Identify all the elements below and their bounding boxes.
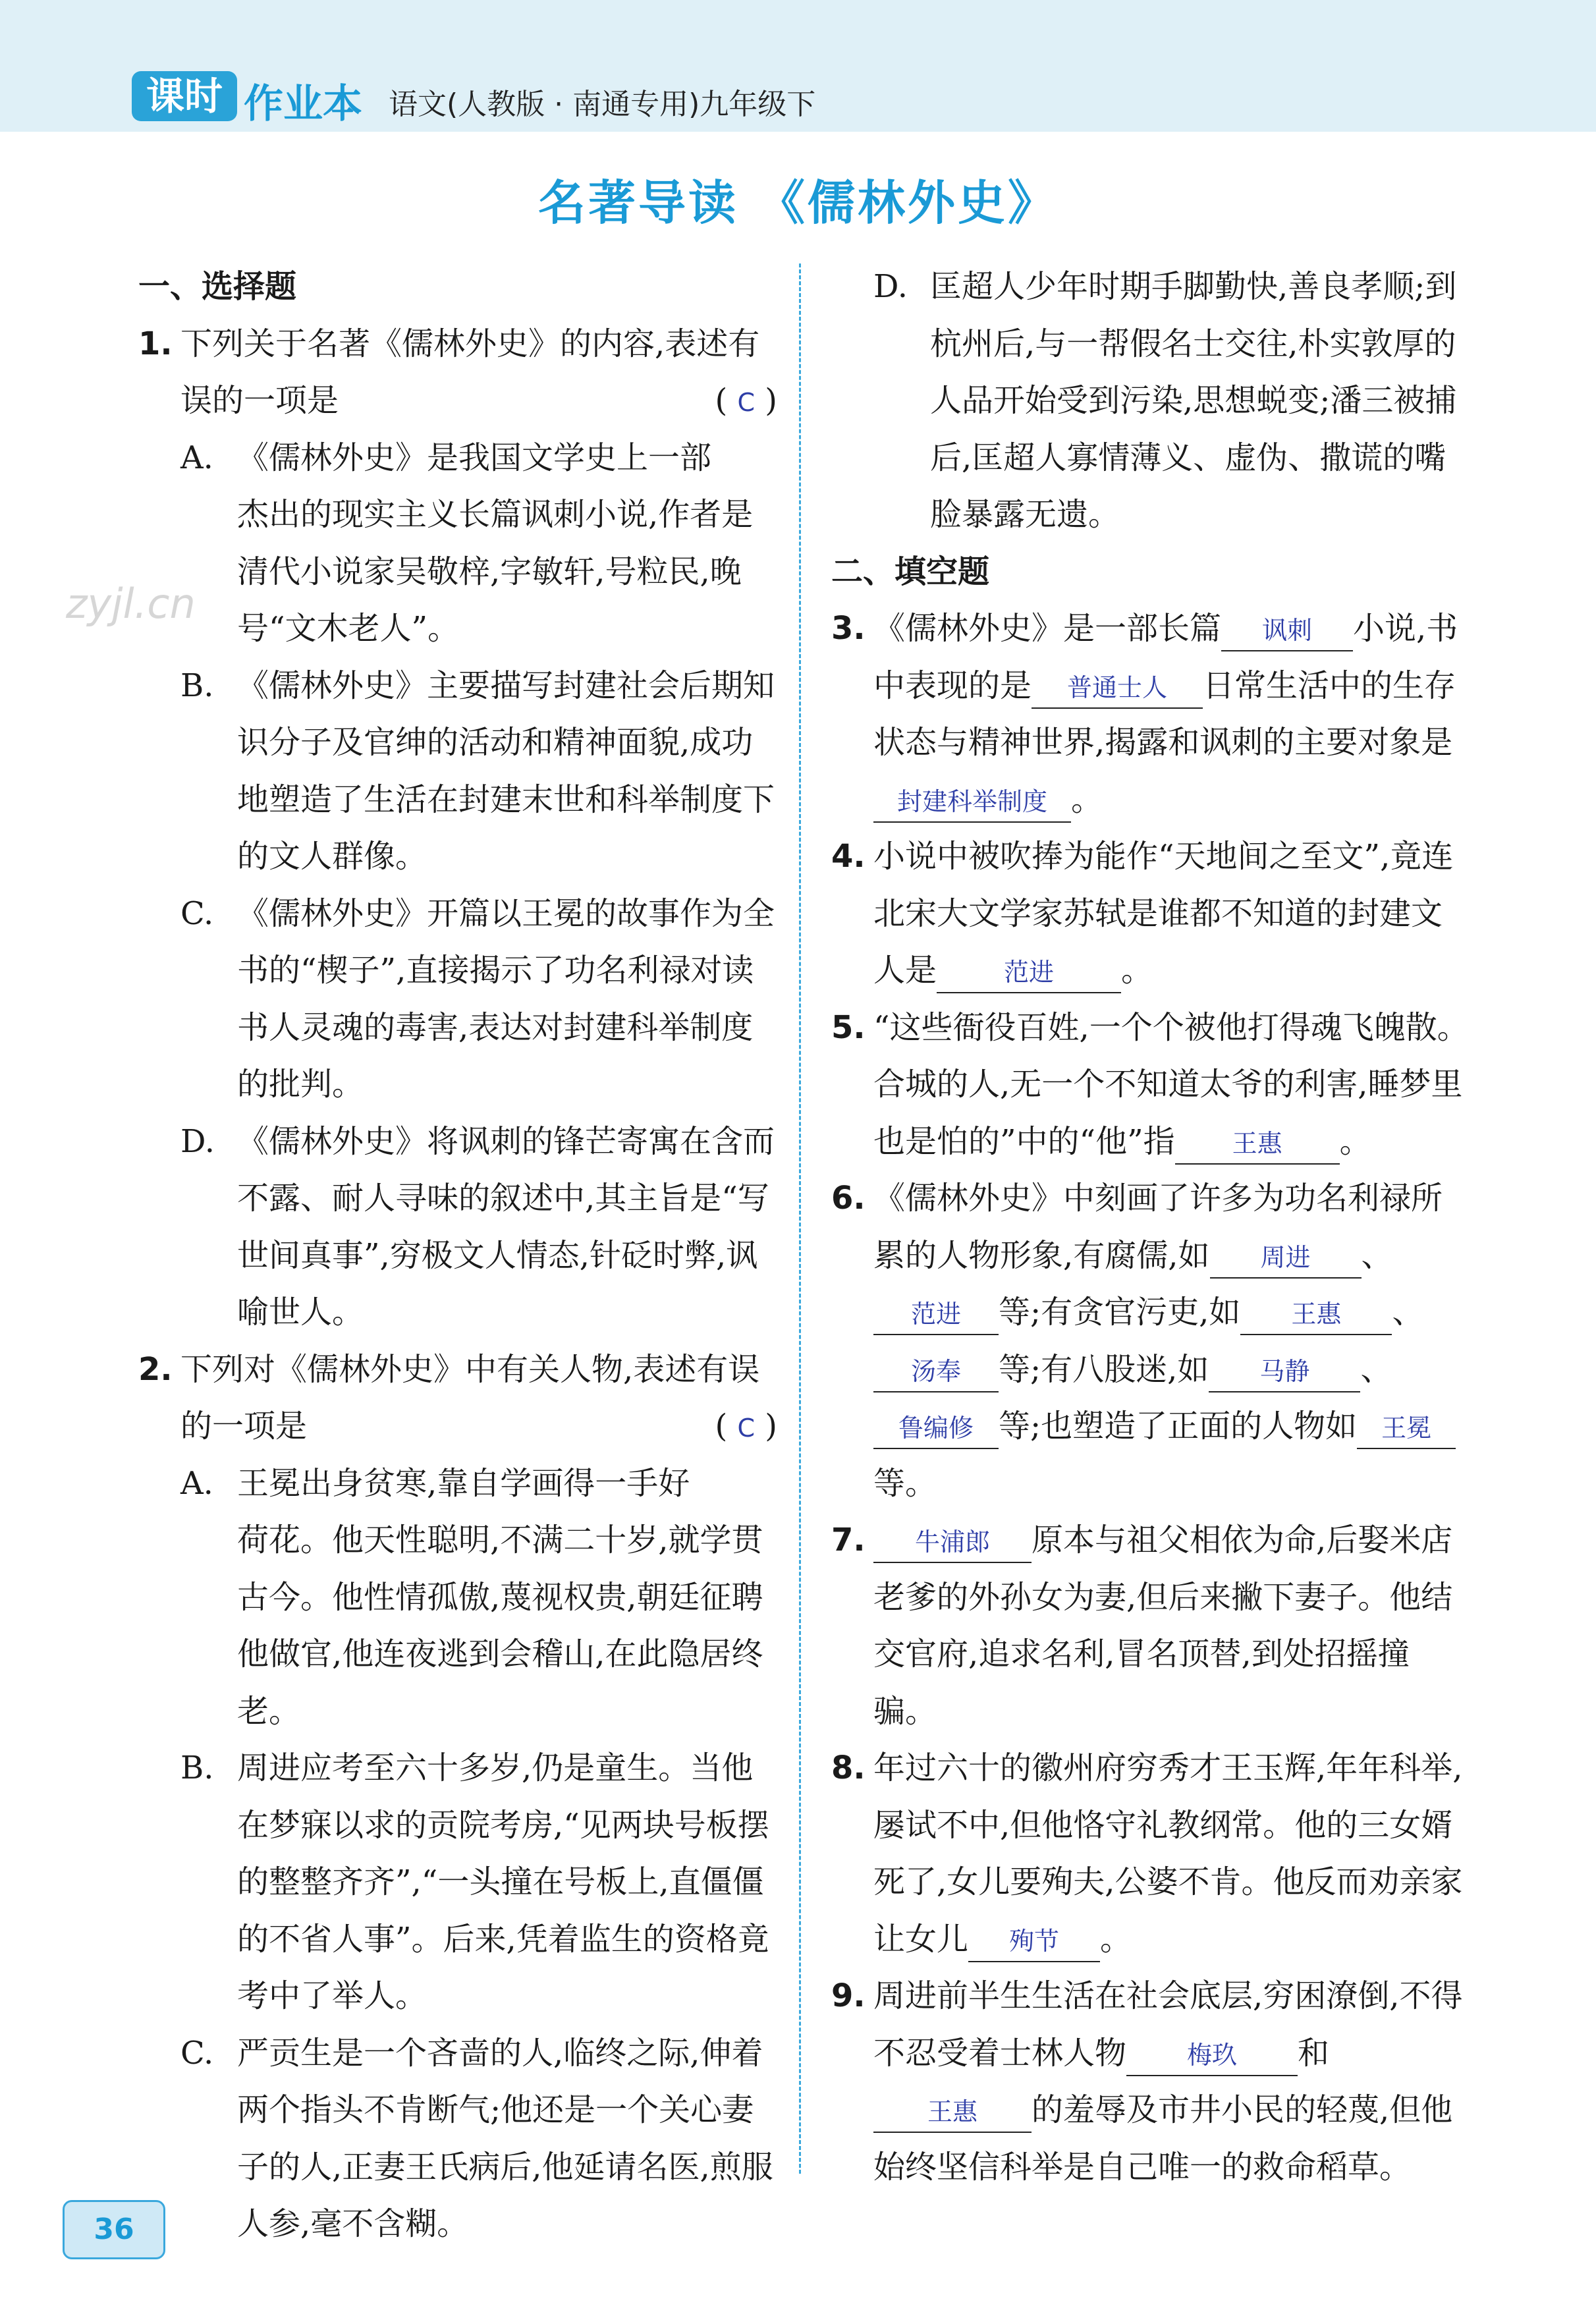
q8-blank-1: 殉节 bbox=[968, 1921, 1100, 1962]
question-9 bbox=[831, 1968, 1470, 2195]
q3-text: 小说,书中表现的是 bbox=[873, 610, 1458, 704]
q6-blank-5: 马静 bbox=[1209, 1352, 1360, 1392]
q3-blank-2: 普通士人 bbox=[1032, 668, 1203, 709]
q6-blank-4: 汤奉 bbox=[873, 1352, 999, 1392]
brand-name: 作业本 bbox=[244, 81, 362, 127]
right-column bbox=[831, 258, 1470, 2195]
q4-blank-1: 范进 bbox=[937, 952, 1121, 993]
q2-option-b bbox=[138, 1740, 777, 2025]
option-text: 《儒林外史》是我国文学史上一部杰出的现实主义长篇讽刺小说,作者是清代小说家吴敬梓,字敏轩,号粒民,晚号“文木老人”。 bbox=[237, 439, 754, 647]
q9-number: 9. bbox=[831, 1977, 866, 2014]
q3-number: 3. bbox=[831, 610, 866, 647]
q2-number: 2. bbox=[138, 1350, 173, 1388]
option-label: B. bbox=[180, 1749, 214, 1786]
option-text: 《儒林外史》开篇以王冕的故事作为全书的“楔子”,直接揭示了功名利禄对读书人灵魂的毒害,表达对封建科举制度的批判。 bbox=[237, 895, 775, 1103]
section1-heading: 一、选择题 bbox=[138, 268, 297, 305]
question-6 bbox=[831, 1170, 1470, 1512]
q5-number: 5. bbox=[831, 1008, 866, 1046]
q8-number: 8. bbox=[831, 1749, 866, 1786]
q3-text: 《儒林外史》是一部长篇 bbox=[873, 610, 1222, 647]
option-label: D. bbox=[180, 1122, 215, 1160]
question-3 bbox=[831, 600, 1470, 828]
q3-text: 。 bbox=[1071, 781, 1103, 818]
left-column bbox=[138, 258, 777, 2253]
q6-text: 、 bbox=[1392, 1294, 1424, 1331]
q6-text: 、 bbox=[1360, 1350, 1392, 1388]
option-label: A. bbox=[180, 439, 213, 476]
question-1 bbox=[138, 316, 777, 429]
question-5 bbox=[831, 999, 1470, 1171]
q1-paren-open: ( bbox=[715, 382, 728, 419]
q6-text: 等。 bbox=[873, 1464, 937, 1502]
q6-blank-3: 王惠 bbox=[1240, 1294, 1392, 1335]
q4-text: 小说中被吹捧为能作“天地间之至文”,竟连北宋大文学家苏轼是谁都不知道的封建文人是 bbox=[873, 838, 1454, 989]
q6-text: 等;有贪官污吏,如 bbox=[999, 1294, 1241, 1331]
q6-text: 《儒林外史》中刻画了许多为功名利禄所累的人物形象,有腐儒,如 bbox=[873, 1180, 1443, 1274]
q9-text: 的羞辱及市井小民的轻蔑,但他始终坚信科举是自己唯一的救命稻草。 bbox=[873, 2091, 1453, 2186]
option-text: 周进应考至六十多岁,仍是童生。当他在梦寐以求的贡院考房,“见两块号板摆的整整齐齐”,“一头撞在号板上,直僵僵的不省人事”。后来,凭着监生的资格竟考中了举人。 bbox=[237, 1749, 769, 2014]
q2-answer-box bbox=[715, 1398, 777, 1457]
q1-option-a bbox=[138, 429, 777, 657]
q3-blank-1: 讽刺 bbox=[1221, 611, 1353, 651]
q8-text: 。 bbox=[1100, 1920, 1132, 1958]
q2-option-c bbox=[138, 2025, 777, 2253]
q2-option-d bbox=[831, 258, 1470, 543]
q9-text: 周进前半生生活在社会底层,穷困潦倒,不得不忍受着士林人物 bbox=[873, 1977, 1463, 2072]
option-label: B. bbox=[180, 667, 214, 704]
question-2 bbox=[138, 1341, 777, 1455]
q6-blank-6: 鲁编修 bbox=[873, 1408, 999, 1449]
page-number: 36 bbox=[63, 2200, 165, 2259]
q9-blank-1: 梅玖 bbox=[1126, 2035, 1298, 2076]
q4-number: 4. bbox=[831, 838, 866, 875]
q7-number: 7. bbox=[831, 1522, 866, 1558]
q6-blank-1: 周进 bbox=[1210, 1238, 1362, 1279]
q7-text: 原本与祖父相依为命,后娶米店老爹的外孙女为妻,但后来撇下妻子。他结交官府,追求名利,冒名顶替,到处招摇撞骗。 bbox=[873, 1522, 1453, 1730]
option-text: 王冕出身贫寒,靠自学画得一手好荷花。他天性聪明,不满二十岁,就学贯古今。他性情孤傲,蔑视权贵,朝廷征聘他做官,他连夜逃到会稽山,在此隐居终老。 bbox=[237, 1464, 763, 1730]
subject-label: 语文(人教版 · 南通专用)九年级下 bbox=[389, 88, 816, 121]
question-7 bbox=[831, 1512, 1470, 1740]
q9-text: 和 bbox=[1298, 2034, 1330, 2072]
q1-option-c bbox=[138, 885, 777, 1113]
q8-text: 年过六十的徽州府穷秀才王玉辉,年年科举,屡试不中,但他恪守礼教纲常。他的三女婿死了,女儿要殉夫,公婆不肯。他反而劝亲家让女儿 bbox=[873, 1749, 1463, 1958]
question-8 bbox=[831, 1740, 1470, 1968]
q1-number: 1. bbox=[138, 325, 173, 362]
option-text: 匡超人少年时期手脚勤快,善良孝顺;到杭州后,与一帮假名士交往,朴实敦厚的人品开始受到污染,思想蜕变;潘三被捕后,匡超人寡情薄义、虚伪、撒谎的嘴脸暴露无遗。 bbox=[930, 268, 1457, 533]
q1-paren-close: ) bbox=[765, 382, 777, 419]
q1-option-b bbox=[138, 657, 777, 885]
brand-logo: 课时 bbox=[132, 71, 237, 121]
q5-text: 。 bbox=[1339, 1122, 1371, 1160]
q2-answer: C bbox=[737, 1414, 755, 1443]
q1-option-d bbox=[138, 1113, 777, 1341]
q6-number: 6. bbox=[831, 1180, 866, 1217]
q2-paren-close: ) bbox=[765, 1408, 777, 1445]
q2-option-a bbox=[138, 1455, 777, 1740]
q6-blank-7: 王冕 bbox=[1357, 1408, 1456, 1449]
q6-text: 、 bbox=[1361, 1236, 1393, 1274]
q6-text: 等;也塑造了正面的人物如 bbox=[999, 1408, 1358, 1445]
q2-paren-open: ( bbox=[715, 1408, 728, 1445]
q6-text: 等;有八股迷,如 bbox=[999, 1350, 1209, 1388]
q6-blank-2: 范进 bbox=[873, 1294, 999, 1335]
q1-answer: C bbox=[737, 388, 755, 417]
option-label: D. bbox=[873, 268, 908, 305]
option-text: 《儒林外史》将讽刺的锋芒寄寓在含而不露、耐人寻味的叙述中,其主旨是“写世间真事”,穷极文人情态,针砭时弊,讽喻世人。 bbox=[237, 1122, 775, 1331]
option-label: C. bbox=[180, 895, 214, 932]
q3-text: 日常生活中的生存状态与精神世界,揭露和讽刺的主要对象是 bbox=[873, 667, 1456, 761]
option-text: 《儒林外史》主要描写封建社会后期知识分子及官绅的活动和精神面貌,成功地塑造了生活在封建末世和科举制度下的文人群像。 bbox=[237, 667, 775, 875]
q2-stem: 下列对《儒林外史》中有关人物,表述有误的一项是 bbox=[180, 1350, 760, 1445]
column-divider bbox=[799, 263, 801, 2174]
q4-text: 。 bbox=[1121, 952, 1153, 989]
q9-blank-2: 王惠 bbox=[873, 2092, 1032, 2133]
watermark: zyjl.cn bbox=[66, 580, 196, 628]
q1-answer-box bbox=[715, 372, 777, 431]
q5-text: “这些衙役百姓,一个个被他打得魂飞魄散。合城的人,无一个不知道太爷的利害,睡梦里也是怕的”中的“他”指 bbox=[873, 1008, 1469, 1160]
option-label: A. bbox=[180, 1464, 213, 1502]
question-4 bbox=[831, 828, 1470, 999]
q1-stem: 下列关于名著《儒林外史》的内容,表述有误的一项是 bbox=[180, 325, 760, 419]
option-label: C. bbox=[180, 2034, 214, 2072]
q7-blank-1: 牛浦郎 bbox=[873, 1522, 1032, 1563]
option-text: 严贡生是一个吝啬的人,临终之际,伸着两个指头不肯断气;他还是一个关心妻子的人,正妻王氏病后,他延请名医,煎服人参,毫不含糊。 bbox=[237, 2034, 773, 2242]
q5-blank-1: 王惠 bbox=[1175, 1124, 1340, 1165]
section2-heading: 二、填空题 bbox=[831, 553, 990, 590]
page-title: 名著导读 《儒林外史》 bbox=[537, 175, 1059, 231]
q3-blank-3: 封建科举制度 bbox=[873, 782, 1071, 823]
